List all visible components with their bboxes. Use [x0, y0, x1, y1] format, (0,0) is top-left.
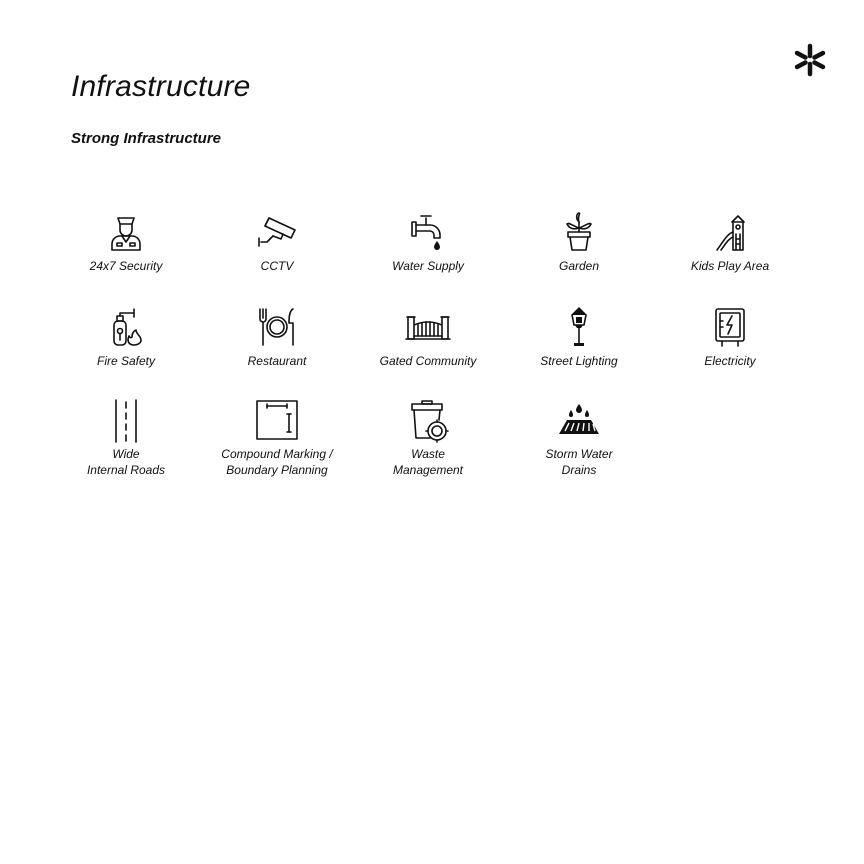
amenity-gated-community [353, 305, 503, 369]
storm-drain-icon [557, 398, 601, 442]
amenity-storm-water-drains [504, 398, 654, 478]
amenity-label: Restaurant [247, 354, 307, 368]
amenity-label: Fire Safety [96, 354, 156, 368]
playground-slide-icon [708, 210, 752, 254]
water-tap-icon [406, 210, 450, 254]
amenity-label: Garden [558, 259, 600, 273]
amenity-label: Storm Water Drains [545, 447, 613, 477]
amenity-label: CCTV [260, 259, 294, 273]
amenity-label: Kids Play Area [690, 259, 770, 273]
amenity-waste-management [353, 398, 503, 478]
fire-extinguisher-icon [104, 305, 148, 349]
amenity-label: Gated Community [379, 354, 477, 368]
amenity-compound-marking [202, 398, 352, 478]
amenity-kids-play [655, 210, 805, 274]
amenity-electricity [655, 305, 805, 369]
cctv-camera-icon [255, 210, 299, 254]
amenity-label: Street Lighting [540, 354, 618, 368]
amenity-cctv [202, 210, 352, 274]
amenity-label: Water Supply [392, 259, 464, 273]
amenity-restaurant [202, 305, 352, 369]
amenity-water-supply [353, 210, 503, 274]
amenity-fire-safety [51, 305, 201, 369]
amenity-garden [504, 210, 654, 274]
page-title: Infrastructure [71, 70, 251, 103]
amenity-label: Compound Marking / Boundary Planning [221, 447, 333, 477]
boundary-plan-icon [255, 398, 299, 442]
amenity-internal-roads [51, 398, 201, 478]
amenity-street-lighting [504, 305, 654, 369]
waste-bin-gear-icon [406, 398, 450, 442]
amenity-label: 24x7 Security [89, 259, 163, 273]
amenity-label: Waste Management [392, 447, 464, 477]
page-subtitle: Strong Infrastructure [71, 130, 222, 147]
plate-fork-knife-icon [255, 305, 299, 349]
amenity-security [51, 210, 201, 274]
street-lamp-icon [557, 305, 601, 349]
gate-icon [406, 305, 450, 349]
amenity-label: Wide Internal Roads [86, 447, 166, 477]
security-guard-icon [104, 210, 148, 254]
road-lanes-icon [104, 398, 148, 442]
electric-panel-icon [708, 305, 752, 349]
potted-plant-icon [557, 210, 601, 254]
amenity-label: Electricity [704, 354, 756, 368]
